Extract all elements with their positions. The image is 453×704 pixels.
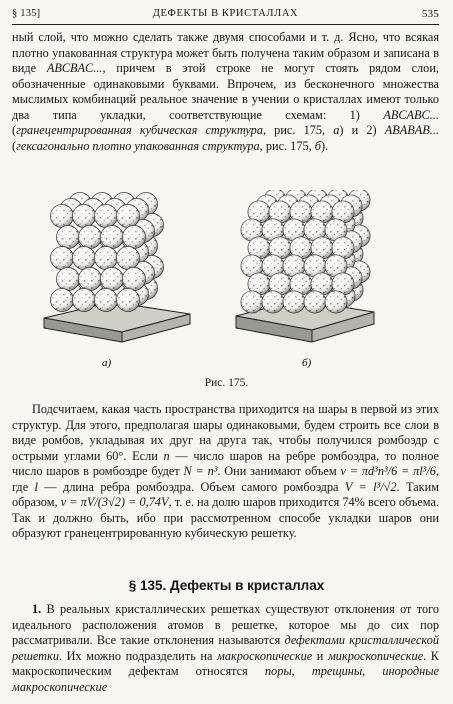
sphere: [72, 204, 95, 227]
text: Подсчитаем, какая часть пространства приходится на шары в первой из этих структур. Для этого, предполагая шары одинаковыми, будем строить все слои в виде ромбов, укладывая их друг на друга так, чтобы получился ромбоэдр с острыми углами 60°. Если: [12, 402, 439, 463]
sphere: [94, 288, 117, 311]
sphere: [304, 291, 326, 313]
sphere: [50, 204, 73, 227]
fig-ref-a: а: [333, 123, 340, 138]
text: , причем в этой строке не могут стоять рядом слои, обозначенные одинаковыми буквами. Впрочем, из бесконечного множества мыслимых комбинаций реальное значение в учении о кристаллах имеют только два типа укладки, соответствующие схемам: 1): [12, 61, 439, 122]
sphere: [50, 246, 73, 269]
paragraph-stacking: [12, 30, 439, 154]
structure-a: [44, 192, 190, 369]
header-section-ref: § 135]: [12, 8, 41, 19]
figure-175: [40, 190, 410, 370]
sphere: [116, 204, 139, 227]
label-a: а): [102, 357, 112, 369]
text: ) и 2): [339, 123, 385, 138]
sphere: [56, 225, 79, 248]
header-chapter-title: ДЕФЕКТЫ В КРИСТАЛЛАХ: [152, 8, 299, 19]
text: (: [12, 123, 17, 138]
equation-n: N = n³: [183, 464, 218, 479]
running-header: [12, 8, 439, 24]
sphere: [116, 288, 139, 311]
var-l: l: [34, 479, 38, 494]
term-hcp: гексагонально плотно упакованная структура: [16, 138, 260, 153]
figure-caption: Рис. 175.: [204, 377, 249, 389]
sphere: [78, 267, 101, 290]
text: — число шаров на ребре ромбоэдра, то полное число шаров в ромбоэдре будет: [12, 448, 439, 479]
equation-v: v = πd³n³/6 = πl³/6: [340, 464, 436, 479]
paragraph-defects: [12, 602, 439, 695]
item-number: 1.: [32, 602, 42, 616]
sphere: [122, 267, 145, 290]
term-microscopic: микроскопические: [327, 648, 424, 663]
sphere: [56, 267, 79, 290]
text: . К макроскопическим дефектам относятся: [12, 648, 440, 679]
sphere: [100, 225, 123, 248]
sphere: [94, 204, 117, 227]
fig-ref-b: б: [314, 138, 321, 153]
header-rule: [12, 24, 439, 25]
equation-volume: V = l³/√2: [344, 479, 397, 494]
sphere: [116, 246, 139, 269]
sequence-ababab: ABABAB...: [384, 123, 439, 138]
sphere: [50, 288, 73, 311]
page-number: 535: [421, 8, 439, 20]
defect-list: поры, трещины, инородные макроскопические: [12, 664, 439, 694]
sphere: [241, 291, 263, 313]
structure-b: [236, 190, 374, 369]
text: (: [12, 138, 17, 153]
text: В реальных кристаллических решетках существуют отклонения от того идеального расположения атомов в решетке, которое мы до сих пор рассматривали. Все такие отклонения называются: [12, 602, 439, 648]
text: , рис. 175,: [259, 138, 315, 153]
sphere: [72, 246, 95, 269]
text: . Таким образом,: [12, 479, 439, 510]
term-fcc: гранецентрированная кубическая структура: [16, 123, 263, 138]
label-b: б): [302, 357, 312, 369]
sphere: [262, 291, 284, 313]
equation-ratio: v = πV/(3√2) = 0,74V: [60, 495, 169, 510]
text: — длина ребра ромбоэдра. Объем самого ромбоэдра: [37, 479, 345, 494]
sphere: [78, 225, 101, 248]
var-n: n: [163, 448, 170, 463]
sequence-abcabc: ABCABC...: [383, 107, 439, 122]
term-macroscopic: макроскопические: [217, 648, 313, 663]
text: , где: [12, 464, 440, 494]
sphere: [72, 288, 95, 311]
text: , рис. 175,: [262, 123, 334, 138]
text: , т. е. на долю шаров приходится 74% всего объема. Так и должно быть, ибо при рассмотренном способе укладки шаров они образуют гранецентрированную кубическую решетку.: [12, 495, 439, 541]
text: . Их можно подразделить на: [58, 648, 218, 663]
text: . Они занимают объем: [217, 464, 341, 479]
paragraph-packing-fraction: [12, 402, 439, 542]
sequence-abcbac: ABCBAC...: [46, 61, 103, 76]
text: и: [312, 648, 328, 663]
text: ный слой, что можно сделать также двумя способами и т. д. Ясно, что всякая плотно упакованная структура может быть получена таким образом и записана в виде: [12, 30, 439, 76]
text: ).: [320, 138, 329, 153]
sphere: [325, 291, 347, 313]
section-heading: § 135. Дефекты в кристаллах: [128, 578, 325, 593]
sphere: [122, 225, 145, 248]
packing-illustration: [40, 190, 410, 370]
sphere: [94, 246, 117, 269]
sphere: [283, 291, 305, 313]
sphere: [100, 267, 123, 290]
term-defects: дефектами кристаллической решетки: [12, 633, 439, 663]
